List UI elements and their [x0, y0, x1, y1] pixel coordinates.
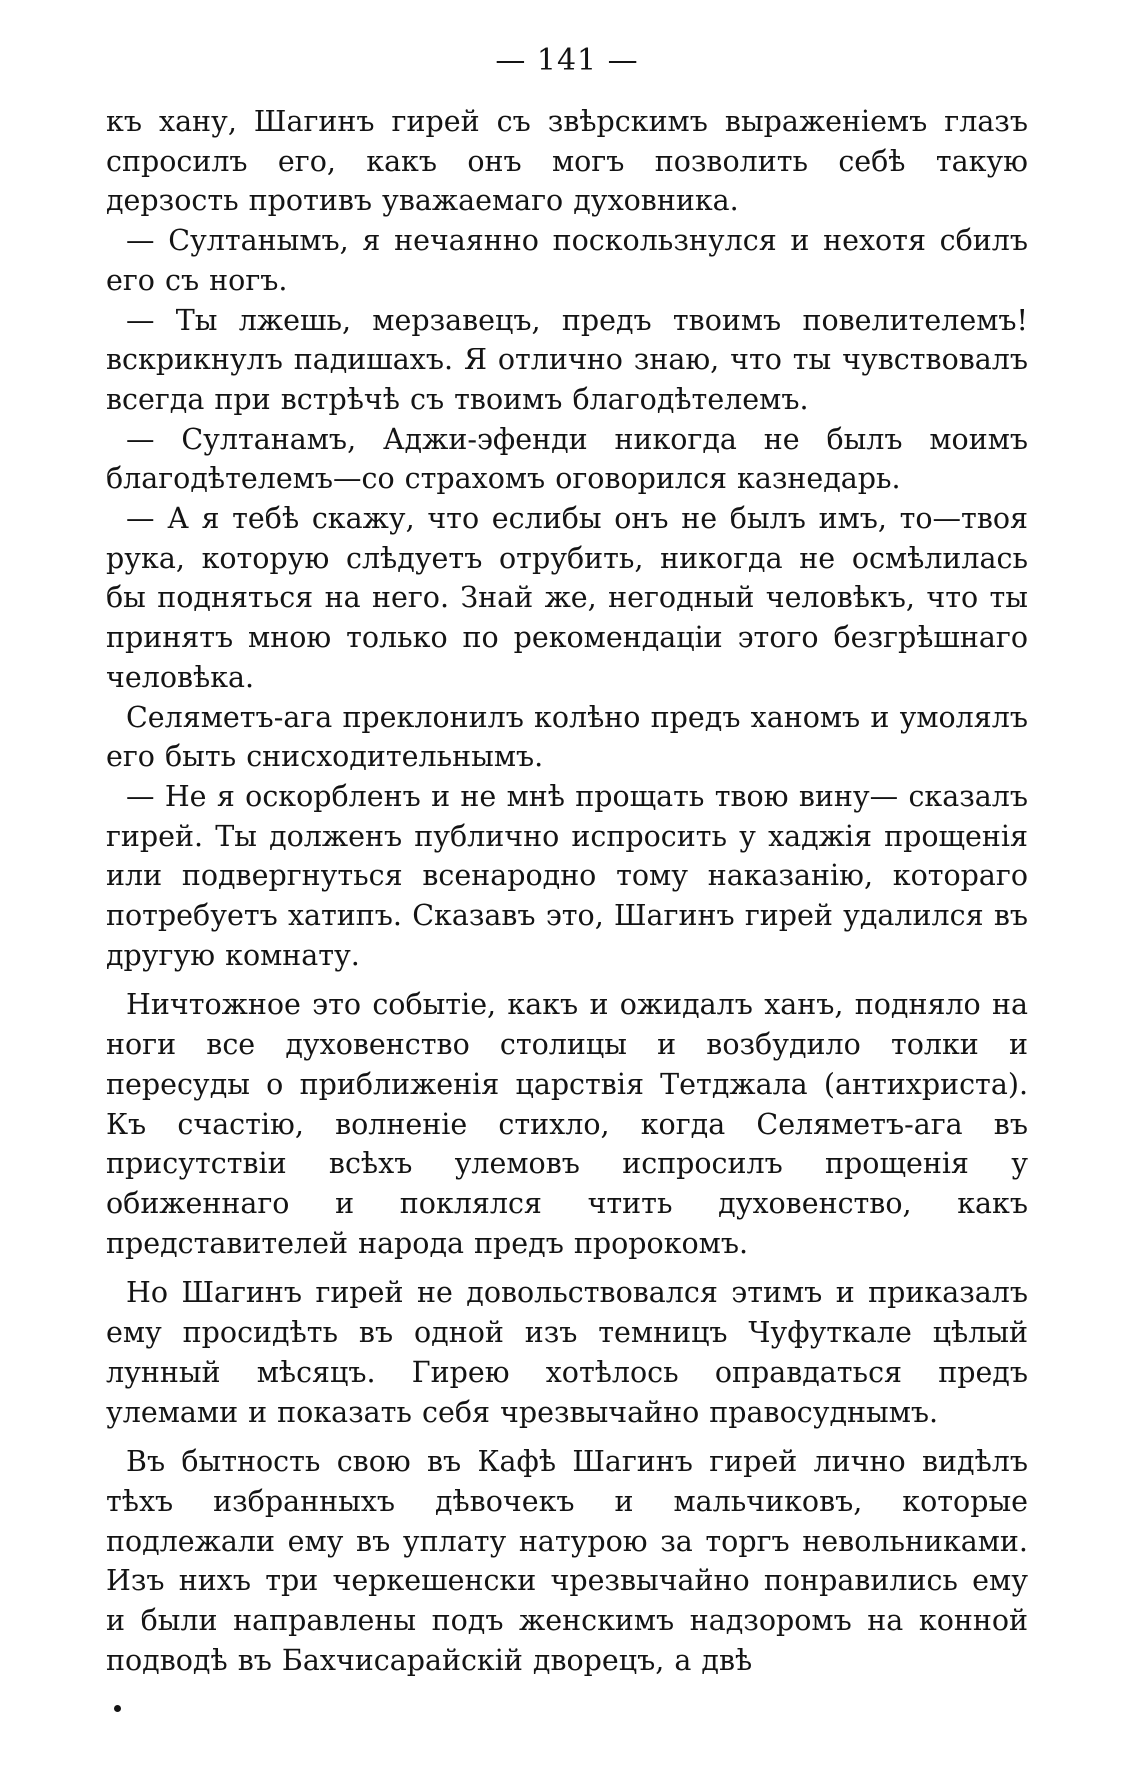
paragraph: Селяметъ-ага преклонилъ колѣно предъ ханомъ и умолялъ его быть снисходительнымъ.	[106, 700, 1028, 774]
paragraph: — А я тебѣ скажу, что еслибы онъ не былъ имъ, то—твоя рука, которую слѣдуетъ отрубить, никогда не осмѣлилась бы подняться на него. Знай же, негодный человѣкъ, что ты принятъ мною только по рекомендаціи этого безгрѣшнаго человѣка.	[106, 502, 1028, 694]
paragraph: — Султанамъ, Аджи-эфенди никогда не былъ моимъ благодѣтелемъ—со страхомъ оговорился казнедарь.	[106, 422, 1028, 496]
paragraph: — Ты лжешь, мерзавецъ, предъ твоимъ повелителемъ! вскрикнулъ падишахъ. Я отлично знаю, что ты чувствовалъ всегда при встрѣчѣ съ твоимъ благодѣтелемъ.	[106, 303, 1028, 416]
paragraph: — Султанымъ, я нечаянно поскользнулся и нехотя сбилъ его съ ногъ.	[106, 224, 1028, 297]
book-page	[106, 40, 1028, 1680]
page-number: — 141 —	[495, 43, 639, 78]
paragraph: Ничтожное это событіе, какъ и ожидалъ ханъ, подняло на ноги все духовенство столицы и возбудило толки и пересуды о приближенія царствія Тетджала (антихриста). Къ счастію, волненіе стихло, когда Селяметъ-ага въ присутствіи всѣхъ улемовъ испросилъ прощенія у обиженнаго и поклялся чтить духовенство, какъ представителей народа предъ пророкомъ.	[106, 988, 1028, 1260]
paragraph: — Не я оскорбленъ и не мнѣ прощать твою вину— сказалъ гирей. Ты долженъ публично испросить у хаджія прощенія или подвергнуться всенародно тому наказанію, котораго потребуетъ хатипъ. Сказавъ это, Шагинъ гирей удалился въ другую комнату.	[106, 779, 1028, 972]
paragraph: Въ бытность свою въ Кафѣ Шагинъ гирей лично видѣлъ тѣхъ избранныхъ дѣвочекъ и мальчиковъ, которые подлежали ему въ уплату натурою за торгъ невольниками. Изъ нихъ три черкешенски чрезвычайно понравились ему и были направлены подъ женскимъ надзоромъ на конной подводѣ въ Бахчисарайскій дворецъ, а двѣ	[106, 1445, 1028, 1677]
paragraph: Но Шагинъ гирей не довольствовался этимъ и приказалъ ему просидѣть въ одной изъ темницъ Чуфуткале цѣлый лунный мѣсяцъ. Гирею хотѣлось оправдаться предъ улемами и показать себя чрезвычайно правосуднымъ.	[106, 1276, 1028, 1429]
paragraph: къ хану, Шагинъ гирей съ звѣрскимъ выраженіемъ глазъ спросилъ его, какъ онъ могъ позволить себѣ такую дерзость противъ уважаемаго духовника.	[106, 105, 1028, 218]
body-text	[106, 102, 1028, 1680]
ink-dot-mark	[114, 1705, 121, 1712]
